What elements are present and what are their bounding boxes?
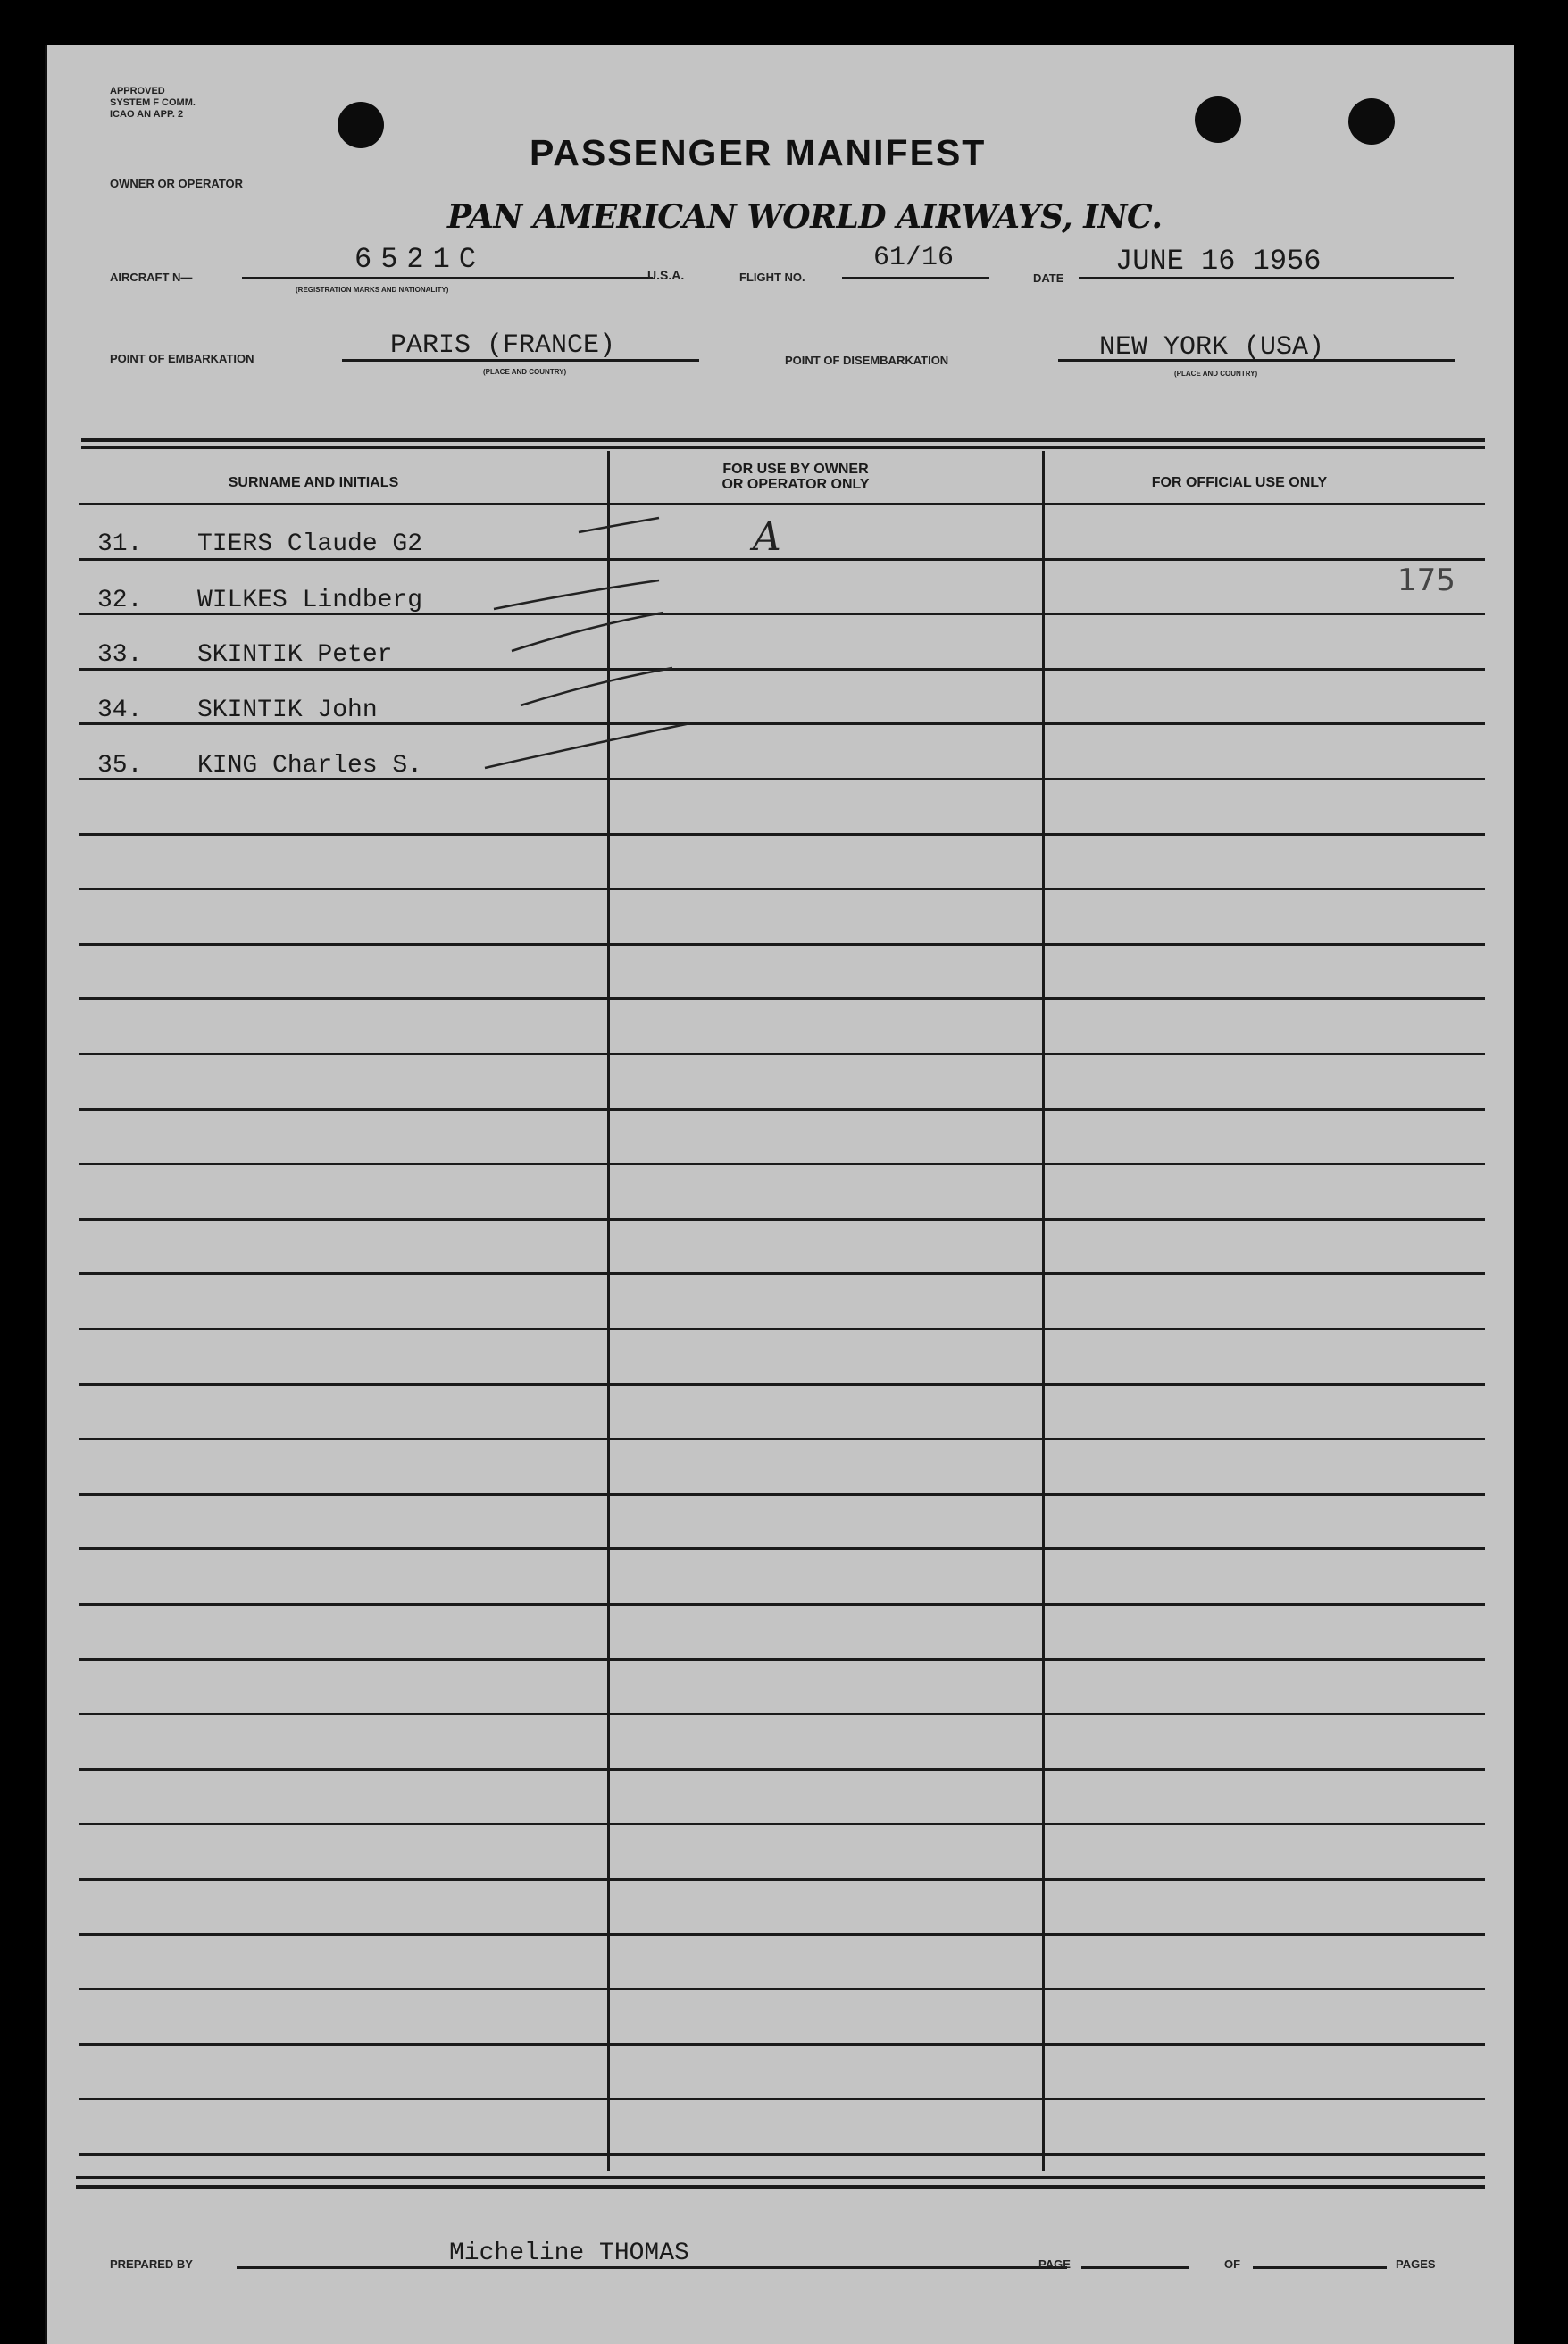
row-33-number: 33. <box>97 641 143 669</box>
table-rule-line <box>79 1383 1485 1386</box>
table-bottom-rule-1 <box>76 2176 1485 2179</box>
table-rule-line <box>79 1768 1485 1771</box>
row-32-name: WILKES Lindberg <box>197 587 423 614</box>
disembark-value: NEW YORK (USA) <box>1099 332 1325 363</box>
row-31-number: 31. <box>97 530 143 558</box>
table-rule-line <box>79 1438 1485 1440</box>
table-rule-line <box>79 1218 1485 1221</box>
punch-hole-right <box>1348 98 1395 145</box>
table-rule-line <box>79 1547 1485 1550</box>
table-rule-line <box>79 888 1485 890</box>
table-rule-line <box>79 1272 1485 1275</box>
aircraft-label: AIRCRAFT N— <box>110 271 193 284</box>
date-value: JUNE 16 1956 <box>1115 245 1322 278</box>
form-title: PASSENGER MANIFEST <box>530 132 987 173</box>
table-rule-line <box>79 2098 1485 2100</box>
prepared-label: PREPARED BY <box>110 2257 193 2271</box>
row-35-number: 35. <box>97 752 143 780</box>
table-rule-line <box>79 1713 1485 1715</box>
row-34-number: 34. <box>97 697 143 724</box>
table-rule-line <box>79 2043 1485 2046</box>
punch-hole-center <box>1195 96 1241 143</box>
row-33-name: SKINTIK Peter <box>197 641 393 669</box>
table-rule-line <box>79 2153 1485 2156</box>
approval-line-1: APPROVED <box>110 86 165 96</box>
table-rule-line <box>79 1493 1485 1496</box>
embark-value: PARIS (FRANCE) <box>390 330 616 361</box>
row-32-number: 32. <box>97 587 143 614</box>
disembark-sublabel: (PLACE AND COUNTRY) <box>1174 370 1258 378</box>
table-rule-line <box>79 1658 1485 1661</box>
approval-line-3: ICAO AN APP. 2 <box>110 109 184 120</box>
row-31-name: TIERS Claude G2 <box>197 530 423 558</box>
table-rule-line <box>79 1163 1485 1165</box>
table-rule-line <box>79 1328 1485 1330</box>
table-rule-line <box>79 1988 1485 1990</box>
aircraft-sublabel: (REGISTRATION MARKS AND NATIONALITY) <box>296 286 449 294</box>
table-rule-line <box>79 1878 1485 1881</box>
usa-label: U.S.A. <box>647 268 685 282</box>
manifest-sheet <box>45 45 1514 2344</box>
owner-label: OWNER OR OPERATOR <box>110 177 244 190</box>
owner-value: PAN AMERICAN WORLD AIRWAYS, INC. <box>447 198 1163 236</box>
table-rule-line <box>79 997 1485 1000</box>
row-32-official-value: 175 <box>1397 563 1455 598</box>
table-rule-line <box>79 1933 1485 1936</box>
aircraft-value: 6521C <box>354 243 486 276</box>
flight-underline <box>842 277 989 279</box>
col-header-owner-2: OR OPERATOR ONLY <box>721 477 870 492</box>
row-31-owner-mark: A <box>753 514 781 560</box>
table-rule-line <box>79 943 1485 946</box>
prepared-value: Micheline THOMAS <box>449 2240 689 2267</box>
table-rule-line <box>79 1823 1485 1825</box>
date-label: DATE <box>1033 271 1064 285</box>
flight-label: FLIGHT NO. <box>739 271 805 284</box>
col-header-owner-1: FOR USE BY OWNER <box>722 462 869 477</box>
col-divider-2 <box>1042 451 1045 2171</box>
col-header-name: SURNAME AND INITIALS <box>228 475 399 490</box>
col-header-official: FOR OFFICIAL USE ONLY <box>1151 475 1328 490</box>
embark-label: POINT OF EMBARKATION <box>110 352 254 365</box>
embark-sublabel: (PLACE AND COUNTRY) <box>483 368 567 376</box>
row-35-name: KING Charles S. <box>197 752 423 780</box>
table-rule-line <box>79 1108 1485 1111</box>
page-underline <box>1081 2266 1189 2269</box>
table-rule-line <box>79 1603 1485 1606</box>
approval-line-2: SYSTEM F COMM. <box>110 97 196 108</box>
row-34-name: SKINTIK John <box>197 697 378 724</box>
pages-label: PAGES <box>1396 2257 1436 2271</box>
table-bottom-rule-2 <box>76 2185 1485 2189</box>
disembark-label: POINT OF DISEMBARKATION <box>785 354 949 367</box>
flight-value: 61/16 <box>873 243 955 273</box>
table-rule-line <box>79 1053 1485 1055</box>
page-label: PAGE <box>1038 2257 1071 2271</box>
of-label: OF <box>1224 2257 1241 2271</box>
handwritten-tick-marks <box>47 45 762 848</box>
of-underline <box>1253 2266 1387 2269</box>
